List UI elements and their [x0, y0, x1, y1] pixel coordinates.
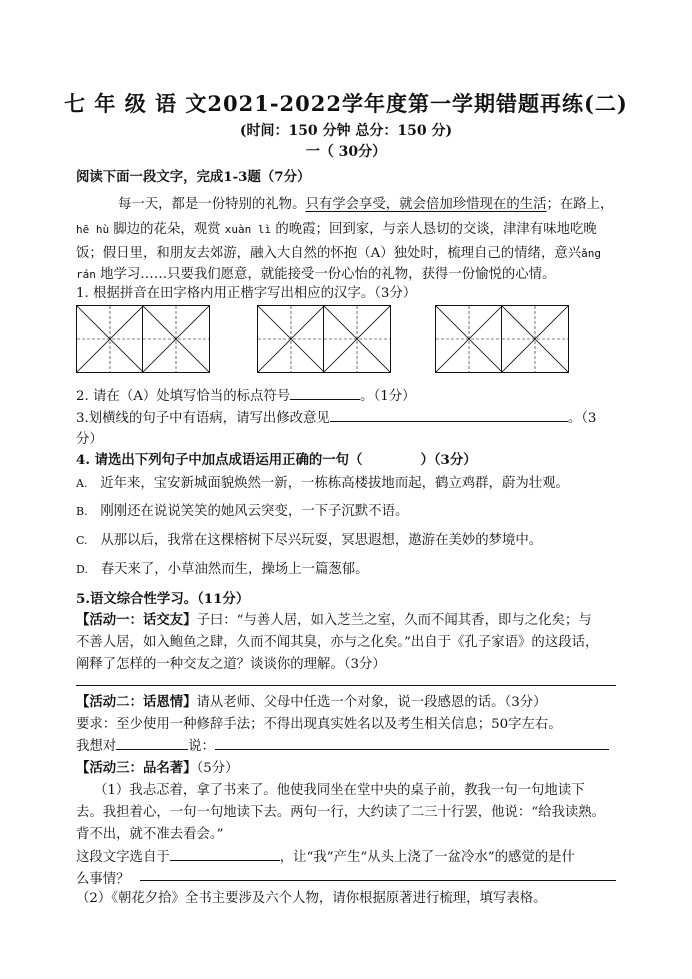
tianzige-cell[interactable] [77, 306, 143, 372]
time-info: (时间：150 分钟 总分：150 分) [239, 123, 453, 139]
pinyin-ang: ǎng [581, 247, 601, 260]
activity-label: 【活动二：话恩情】 [76, 694, 197, 710]
question-text: ）（3分） [420, 452, 477, 468]
question-text: 4. 请选出下列句子中加点成语运用正确的一句（ [76, 452, 363, 468]
tianzige-cell[interactable] [324, 306, 390, 372]
answer-blank-punctuation[interactable] [290, 387, 360, 400]
option-label: C. [76, 534, 88, 547]
answer-line[interactable] [76, 685, 616, 686]
question-text: 2. 请在（A）处填写恰当的标点符号 [76, 389, 291, 404]
tianzige-cell[interactable] [258, 306, 324, 372]
activity-3-question [76, 846, 575, 865]
option-text: 近年来，宝安新城面貌焕然一新，一栋栋高楼拔地而起，鹤立鸡群，蔚为壮观。 [100, 476, 569, 491]
reading-instruction: 阅读下面一段文字，完成1-3题（7分） [76, 169, 311, 185]
option-d [76, 558, 369, 577]
passage-line-1 [118, 193, 613, 212]
activity-1-line-3: 阐释了怎样的一种交友之道？谈谈你的理解。（3分） [76, 657, 386, 672]
excerpt-line-3: 背不出，就不准去看会。” [76, 827, 224, 842]
activity-text: 请从老师、父母中任选一个对象，说一段感恩的话。（3分） [196, 695, 547, 710]
activity-3-question-cont: 么事情？ [76, 872, 130, 887]
question-text: 。（1分） [360, 389, 416, 404]
passage-line-3 [76, 242, 601, 261]
activity-3-part-2: （2）《朝花夕拾》全书主要涉及六个人物，请你根据原著进行梳理，填写表格。 [76, 891, 547, 906]
passage-text: 的晚霞；回到家，与亲人恳切的交谈，津津有味地吃晚 [271, 222, 597, 237]
option-a [76, 472, 569, 491]
option-b [76, 500, 408, 519]
excerpt-line-1: （1）我忐忑着，拿了书来了。他使我同坐在堂中央的桌子前，教我一句一句地读下 [94, 783, 585, 798]
passage-line-4 [76, 263, 555, 282]
passage-text: ；在路上， [546, 197, 614, 212]
answer-prefix: 我想对 [76, 739, 117, 754]
answer-line[interactable] [140, 880, 616, 881]
question-2 [76, 385, 416, 404]
activity-label: 【活动三：品名著】 [76, 760, 197, 776]
activity-score: （5分） [196, 761, 239, 776]
option-text: 从那以后，我常在这棵榕树下尽兴玩耍，冥思遐想，遨游在美妙的梦境中。 [100, 533, 543, 548]
option-label: D. [76, 563, 88, 576]
question-text: 这段文字选自于 [76, 850, 170, 865]
tianzige-grid-1[interactable] [76, 305, 210, 373]
question-3 [76, 407, 596, 426]
activity-2-requirement: 要求：至少使用一种修辞手法；不得出现真实姓名以及考生相关信息；50字左右。 [76, 717, 562, 732]
answer-blank-source[interactable] [170, 848, 280, 861]
option-text: 刚刚还在说说笑笑的她风云突变，一下子沉默不语。 [100, 504, 409, 519]
activity-2-answer [76, 735, 609, 754]
underlined-sentence: 只有学会享受，就会倍加珍惜现在的生活 [305, 197, 547, 212]
question-text: 3.划横线的句子中有语病，请写出修改意见 [76, 411, 330, 426]
option-c [76, 529, 542, 548]
excerpt-line-2: 去。我担着心，一句一句地读下去。两句一行，大约读了二三十行罢，他说：“给我读熟。 [76, 805, 606, 820]
passage-text: 地学习……只要我们愿意，就能接受一份心怡的礼物，获得一份愉悦的心情。 [95, 267, 556, 282]
tianzige-cell[interactable] [436, 306, 502, 372]
passage-line-2 [76, 218, 597, 237]
activity-text: 子曰：“与善人居，如入芝兰之室，久而不闻其香，即与之化矣；与 [196, 613, 592, 628]
activity-label: 【活动一：话交友】 [76, 612, 197, 628]
passage-text: 每一天，都是一份特别的礼物。 [118, 197, 306, 212]
option-label: B. [76, 505, 88, 518]
option-text: 春天来了，小草油然而生，操场上一篇葱郁。 [100, 562, 369, 577]
answer-prefix: 说： [188, 739, 215, 754]
tianzige-cell[interactable] [143, 306, 209, 372]
answer-blank-revision[interactable] [330, 409, 568, 422]
tianzige-cell[interactable] [502, 306, 568, 372]
answer-blank-recipient[interactable] [116, 737, 188, 750]
pinyin-ran: rán [76, 268, 96, 281]
activity-1-line-2: 不善人居，如入鲍鱼之肆，久而不闻其臭，亦与之化矣。”出自于《孔子家语》的这段话， [76, 635, 599, 650]
question-text: 。（3 [567, 411, 597, 426]
activity-1-line-1 [76, 609, 592, 628]
question-4 [76, 449, 477, 468]
exam-title: 七 年 级 语 文2021-2022学年度第一学期错题再练(二) [64, 91, 628, 116]
question-3-score: 分） [76, 432, 103, 447]
part-one-heading: 一（ 30分） [305, 144, 387, 160]
question-1: 1. 根据拼音在田字格内用正楷字写出相应的汉字。（3分） [76, 286, 417, 301]
question-text: ，让“我”产生“从头上浇了一盆冷水”的感觉的是什 [279, 850, 575, 865]
pinyin-xuanli: xuàn lì [224, 223, 272, 236]
tianzige-grid-3[interactable] [435, 305, 569, 373]
tianzige-grid-2[interactable] [257, 305, 391, 373]
answer-blank-gratitude[interactable] [215, 737, 609, 750]
option-label: A. [76, 477, 88, 490]
pinyin-hehu: hē hù [76, 223, 110, 236]
passage-text: 饭；假日里，和朋友去郊游，融入大自然的怀抱（A）独处时，梳理自己的情绪，意兴 [76, 246, 582, 261]
passage-text: 脚边的花朵，观赏 [109, 222, 225, 237]
activity-3-heading [76, 757, 239, 776]
activity-2-line-1 [76, 691, 547, 710]
question-5-title: 5.语文综合性学习。（11分） [76, 591, 250, 607]
